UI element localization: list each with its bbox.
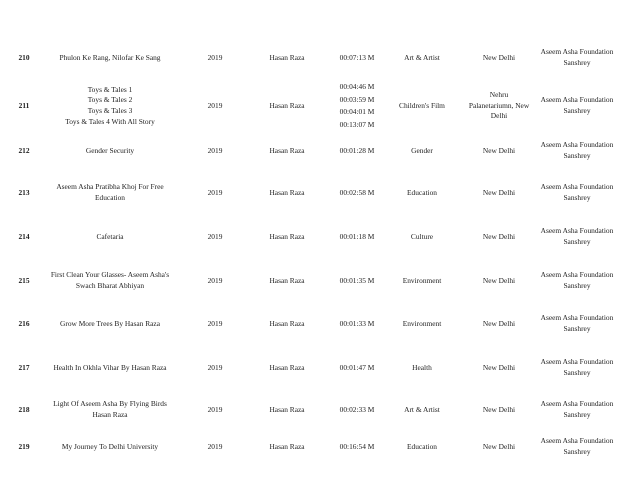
category-cell: Education <box>407 441 437 451</box>
place-line: New Delhi <box>482 231 516 241</box>
year-cell: 2019 <box>207 404 223 414</box>
year-cell: 2019 <box>207 441 223 451</box>
duration-cell <box>328 80 386 132</box>
film-title-line: Grow More Trees By Hasan Raza <box>60 318 160 328</box>
organisation-line: Sanshrey <box>563 151 591 160</box>
place-line: Nehru <box>489 90 509 100</box>
row-number-cell: 219 <box>18 441 30 451</box>
year-cell: 2019 <box>207 187 223 197</box>
film-title-cell <box>40 134 180 168</box>
organisation-line: Aseem Asha Foundation <box>540 399 614 409</box>
film-title-line: Education <box>95 193 125 202</box>
table-row <box>0 80 640 132</box>
organisation-cell <box>522 80 632 132</box>
film-title-line: Cafetaria <box>96 231 124 241</box>
director-cell: Hasan Raza <box>269 187 305 197</box>
director-cell: Hasan Raza <box>269 404 305 414</box>
duration-line: 00:04:01 M <box>339 107 375 116</box>
director-cell: Hasan Raza <box>269 145 305 155</box>
organisation-line: Aseem Asha Foundation <box>540 313 614 323</box>
film-title-cell <box>40 390 180 430</box>
row-number-cell: 216 <box>18 318 30 328</box>
year-cell: 2019 <box>207 231 223 241</box>
organisation-cell <box>522 432 632 462</box>
table-row <box>0 346 640 390</box>
film-title-cell <box>40 258 180 304</box>
table-row <box>0 134 640 168</box>
organisation-cell <box>522 258 632 304</box>
film-title-line: Gender Security <box>85 145 135 155</box>
duration-line: 00:01:33 M <box>339 318 375 328</box>
place-line: New Delhi <box>482 187 516 197</box>
film-title-line: My Journey To Delhi University <box>61 441 159 451</box>
duration-cell <box>328 134 386 168</box>
table-row <box>0 305 640 343</box>
category-cell: Gender <box>411 145 433 155</box>
duration-line: 00:01:28 M <box>339 145 375 155</box>
film-title-cell <box>40 218 180 256</box>
film-title-line: Toys & Tales 2 <box>87 95 133 105</box>
organisation-line: Sanshrey <box>563 237 591 246</box>
category-cell: Health <box>412 362 432 372</box>
place-line: New Delhi <box>482 441 516 451</box>
year-cell: 2019 <box>207 100 223 110</box>
category-cell: Children's Film <box>399 100 445 110</box>
film-title-cell <box>40 170 180 216</box>
year-cell: 2019 <box>207 52 223 62</box>
organisation-line: Sanshrey <box>563 410 591 419</box>
row-number-cell: 213 <box>18 187 30 197</box>
film-title-line: Phulon Ke Rang, Nilofar Ke Sang <box>59 52 161 62</box>
table-row <box>0 170 640 216</box>
row-number-cell: 218 <box>18 404 30 414</box>
category-cell: Culture <box>410 231 434 241</box>
organisation-line: Aseem Asha Foundation <box>540 140 614 150</box>
organisation-line: Sanshrey <box>563 106 591 115</box>
duration-line: 00:01:35 M <box>339 275 375 285</box>
organisation-line: Aseem Asha Foundation <box>540 95 614 105</box>
organisation-line: Aseem Asha Foundation <box>540 226 614 236</box>
category-cell: Environment <box>402 275 442 285</box>
director-cell: Hasan Raza <box>269 318 305 328</box>
organisation-line: Aseem Asha Foundation <box>540 47 614 57</box>
place-line: Delhi <box>490 111 508 121</box>
director-cell: Hasan Raza <box>269 231 305 241</box>
category-cell: Art & Artist <box>404 52 440 62</box>
film-title-cell <box>40 80 180 132</box>
place-line: New Delhi <box>482 362 516 372</box>
organisation-line: Sanshrey <box>563 447 591 456</box>
place-line: New Delhi <box>482 275 516 285</box>
place-line: New Delhi <box>482 52 516 62</box>
organisation-cell <box>522 170 632 216</box>
duration-line: 00:02:58 M <box>339 187 375 197</box>
film-title-cell <box>40 346 180 390</box>
table-row <box>0 36 640 80</box>
duration-cell <box>328 432 386 462</box>
organisation-line: Aseem Asha Foundation <box>540 270 614 280</box>
row-number-cell: 210 <box>18 52 30 62</box>
film-title-line: Swach Bharat Abhiyan <box>75 281 145 290</box>
organisation-line: Sanshrey <box>563 58 591 67</box>
duration-cell <box>328 390 386 430</box>
organisation-line: Aseem Asha Foundation <box>540 436 614 446</box>
duration-line: 00:03:59 M <box>339 94 375 104</box>
film-title-line: Health In Okhla Vihar By Hasan Raza <box>53 362 167 372</box>
duration-cell <box>328 170 386 216</box>
film-title-line: Aseem Asha Pratibha Khoj For Free <box>56 182 164 192</box>
row-number-cell: 215 <box>18 275 30 285</box>
row-number-cell: 211 <box>18 100 30 110</box>
category-cell: Environment <box>402 318 442 328</box>
year-cell: 2019 <box>207 145 223 155</box>
year-cell: 2019 <box>207 318 223 328</box>
director-cell: Hasan Raza <box>269 441 305 451</box>
organisation-cell <box>522 305 632 343</box>
row-number-cell: 212 <box>18 145 30 155</box>
duration-cell <box>328 36 386 80</box>
place-line: Palanetariumn, New <box>468 100 530 110</box>
duration-line: 00:07:13 M <box>339 52 375 62</box>
organisation-cell <box>522 390 632 430</box>
row-number-cell: 217 <box>18 362 30 372</box>
duration-line: 00:04:46 M <box>339 82 375 91</box>
table-row <box>0 258 640 304</box>
organisation-cell <box>522 346 632 390</box>
table-row <box>0 218 640 256</box>
duration-cell <box>328 346 386 390</box>
category-cell: Art & Artist <box>404 404 440 414</box>
organisation-line: Sanshrey <box>563 281 591 290</box>
place-line: New Delhi <box>482 145 516 155</box>
duration-line: 00:01:47 M <box>339 362 375 372</box>
category-cell: Education <box>407 187 437 197</box>
year-cell: 2019 <box>207 362 223 372</box>
organisation-cell <box>522 134 632 168</box>
film-title-line: Toys & Tales 1 <box>87 84 133 94</box>
organisation-line: Sanshrey <box>563 193 591 202</box>
duration-cell <box>328 218 386 256</box>
row-number-cell: 214 <box>18 231 30 241</box>
table-row <box>0 432 640 462</box>
director-cell: Hasan Raza <box>269 100 305 110</box>
year-cell: 2019 <box>207 275 223 285</box>
organisation-cell <box>522 218 632 256</box>
organisation-line: Sanshrey <box>563 324 591 333</box>
organisation-line: Sanshrey <box>563 368 591 377</box>
duration-line: 00:02:33 M <box>339 404 375 414</box>
director-cell: Hasan Raza <box>269 362 305 372</box>
table-row <box>0 390 640 430</box>
director-cell: Hasan Raza <box>269 275 305 285</box>
duration-cell <box>328 305 386 343</box>
film-title-line: Light Of Aseem Asha By Flying Birds <box>53 399 167 409</box>
place-line: New Delhi <box>482 404 516 414</box>
film-title-line: Toys & Tales 4 With All Story <box>65 116 155 126</box>
film-title-line: First Clean Your Glasses- Aseem Asha's <box>50 270 170 280</box>
organisation-line: Aseem Asha Foundation <box>540 182 614 192</box>
duration-line: 00:01:18 M <box>339 231 375 241</box>
film-title-cell <box>40 36 180 80</box>
director-cell: Hasan Raza <box>269 52 305 62</box>
film-title-cell <box>40 305 180 343</box>
duration-line: 00:16:54 M <box>339 441 375 451</box>
film-title-line: Toys & Tales 3 <box>87 106 133 115</box>
duration-cell <box>328 258 386 304</box>
film-title-line: Hasan Raza <box>92 410 128 419</box>
organisation-line: Aseem Asha Foundation <box>540 357 614 367</box>
film-title-cell <box>40 432 180 462</box>
place-line: New Delhi <box>482 318 516 328</box>
organisation-cell <box>522 36 632 80</box>
duration-line: 00:13:07 M <box>339 119 375 129</box>
